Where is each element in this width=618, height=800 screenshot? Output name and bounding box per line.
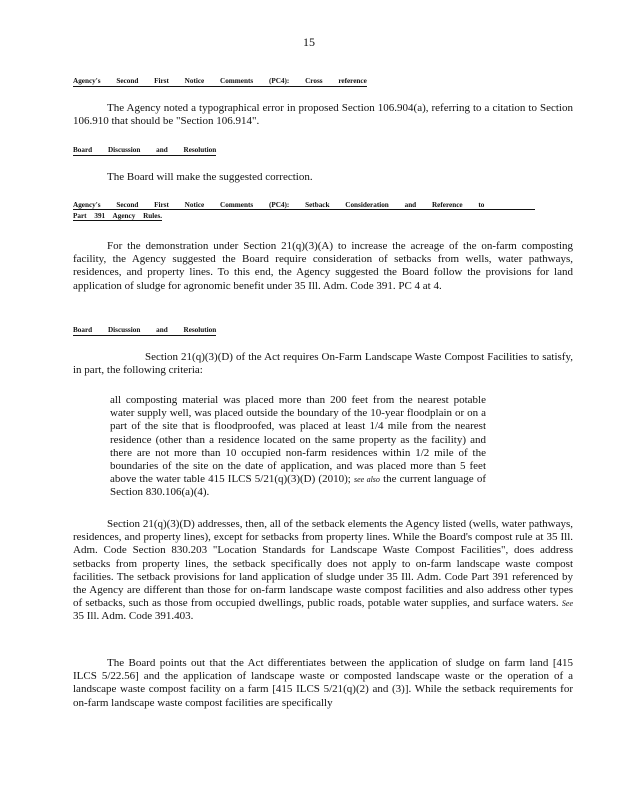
quote-text: all composting material was placed more than 200 feet from the nearest potable water supply well, was placed outside the boundary of the 10-year floodplain or on a part of the site that is floodproofed, was placed at least 1/4 mile from the nearest residence (other than a residence located on the same property as the facility) and there are not more than 10 occupied non-farm residences within 1/2 mile of the boundaries of the site on the date of application, and was placed more than 5 feet above the water table 415 ILCS 5/21(q)(3)(D) (2010); (110, 394, 486, 486)
paragraph-section-21 (73, 351, 573, 377)
paragraph-text: The Board will make the suggested correction. (107, 171, 313, 183)
section-heading-board-discussion-2: Board Discussion and Resolution (73, 326, 217, 334)
page-number: 15 (303, 35, 315, 49)
quote-tail: the current language of Section 830.106(a)(4). (110, 473, 486, 499)
heading-line-2: Part 391 Agency Rules. (73, 212, 163, 220)
paragraph-text: Section 21(q)(3)(D) addresses, then, all of the setback elements the Agency listed (wells, water pathways, residences, and property lines), except for setbacks from property lines. While the Board's compost rule at 35 Ill. Adm. Code Section 830.203 "Location Standards for Landscape Waste Compost Facilities", does address setbacks from property lines, the setback specifically does not apply to on-farm landscape waste compost facilities. The setback provisions for land application of sludge under 35 Ill. Adm. Code Part 391 referenced by the Agency are different than those for on-farm landscape waste compost facilities and also address other types of setbacks, such as those from occupied dwellings, public roads, potable water supplies, and surface waters. (73, 518, 573, 610)
paragraph-demonstration (73, 240, 573, 293)
paragraph-text: The Agency noted a typographical error in proposed Section 106.904(a), referring to a citation to Section 106.910 that should be "Section 106.914". (73, 102, 573, 128)
see-also-signal: see also (353, 475, 380, 485)
section-heading-setback (73, 201, 535, 222)
paragraph-tail: 35 Ill. Adm. Code 391.403. (73, 610, 194, 623)
paragraph-text: Section 21(q)(3)(D) of the Act requires On-Farm Landscape Waste Compost Facilities to satisfy, in part, the following criteria: (73, 351, 573, 377)
section-heading-board-discussion: Board Discussion and Resolution (73, 146, 217, 154)
paragraph-act-differentiates (73, 657, 573, 710)
paragraph-setback-elements (73, 518, 573, 624)
paragraph-typo-error (73, 102, 573, 128)
paragraph-text: The Board points out that the Act differentiates between the application of sludge on farm land [415 ILCS 5/22.56] and the application of landscape waste or composted landscape waste or the operation of a landscape waste compost facility on a farm [415 ILCS 5/21(q)(2) and (3)]. While the setback requirements for on-farm landscape waste compost facilities are specifically (73, 657, 573, 709)
heading-line-1: Agency's Second First Notice Comments (PC4): Setback Consideration and Reference to (73, 201, 535, 210)
see-signal: See (561, 599, 573, 609)
block-quote-criteria (110, 394, 486, 500)
paragraph-correction (73, 171, 573, 184)
section-heading-cross-reference: Agency's Second First Notice Comments (PC4): Cross reference (73, 77, 367, 85)
paragraph-text: For the demonstration under Section 21(q)(3)(A) to increase the acreage of the on-farm composting facility, the Agency suggested the Board require consideration of setbacks from wells, water pathways, residences, and property lines. To this end, the Agency suggested the Board follow the provisions for land application of sludge for agronomic benefit under 35 Ill. Adm. Code 391. PC 4 at 4. (73, 240, 573, 292)
